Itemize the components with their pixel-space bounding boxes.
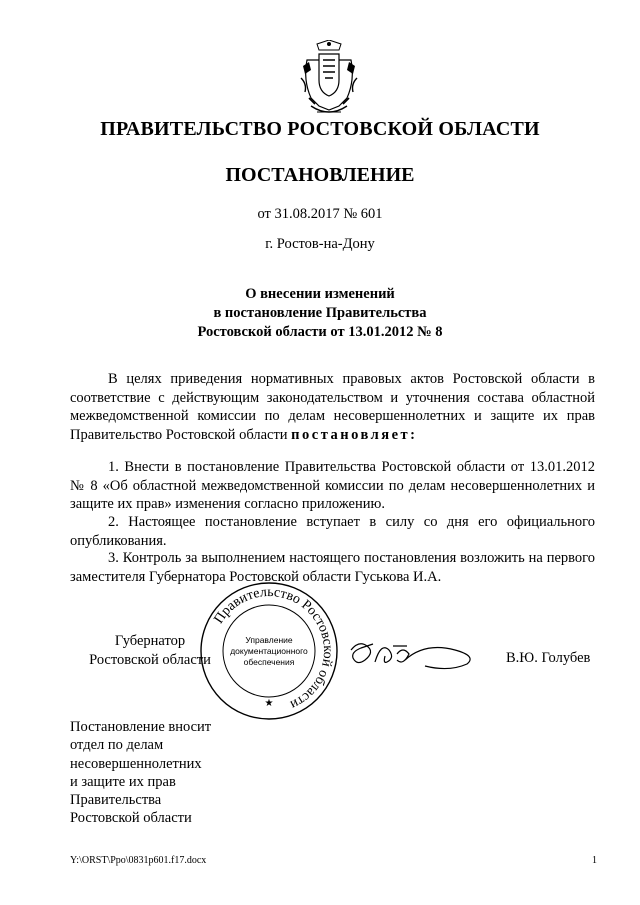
preamble-paragraph: [70, 370, 595, 444]
note-line: несовершеннолетних: [70, 755, 202, 772]
note-line: и защите их прав: [70, 773, 176, 790]
document-date-number: от 31.08.2017 № 601: [257, 206, 383, 222]
note-line: Ростовской области: [70, 810, 192, 827]
item-1-paragraph: 1. Внести в постановление Правительства Ростовской области от 13.01.2012 № 8 «Об областной межведомственной комиссии по делам несовершеннолетних и защите их прав» изменения согласно приложению.: [70, 459, 595, 512]
subject-line: в постановление Правительства: [213, 305, 427, 321]
item-2-paragraph: 2. Настоящее постановление вступает в силу со дня его официального опубликования.: [70, 514, 595, 549]
signatory-title-line: Ростовской области: [89, 652, 211, 668]
note-line: Постановление вносит: [70, 719, 212, 735]
page-number: 1: [592, 855, 597, 866]
signatory-title-line: Губернатор: [114, 633, 186, 649]
preamble-text: В целях приведения нормативных правовых актов Ростовской области в соответствие с действующим законодательством и уточнения состава областной межведомственной комиссии по делам несовершеннолетних и защите их прав Правительство Ростовской области: [70, 371, 595, 443]
signatory-name: В.Ю. Голубев: [506, 650, 591, 666]
document-type-title: ПОСТАНОВЛЕНИЕ: [225, 164, 415, 186]
note-line: отдел по делам: [70, 737, 164, 754]
handwritten-signature: [345, 632, 485, 676]
subject-line: О внесении изменений: [245, 286, 395, 302]
submitted-by-note: [70, 718, 270, 828]
seal-ring-text: Правительство Ростовской области: [211, 584, 336, 713]
organization-title: ПРАВИТЕЛЬСТВО РОСТОВСКОЙ ОБЛАСТИ: [100, 118, 540, 140]
seal-inner-line: документационного: [230, 646, 308, 656]
seal-inner-line: обеспечения: [243, 657, 295, 667]
file-path: Y:\ORST\Ppo\0831p601.f17.docx: [70, 855, 207, 866]
document-city: г. Ростов-на-Дону: [265, 236, 375, 252]
coat-of-arms-icon: [297, 40, 361, 118]
official-seal: [198, 580, 340, 722]
item-3-paragraph: 3. Контроль за выполнением настоящего постановления возложить на первого заместителя Губернатора Ростовской области Гуськова И.А.: [70, 550, 595, 585]
subject-line: Ростовской области от 13.01.2012 № 8: [197, 324, 443, 340]
seal-inner-line: Управление: [245, 635, 293, 645]
resolves-word: постановляет:: [291, 426, 418, 443]
note-line: Правительства: [70, 792, 162, 809]
svg-text:★: ★: [264, 698, 274, 709]
document-subject: [0, 285, 640, 342]
